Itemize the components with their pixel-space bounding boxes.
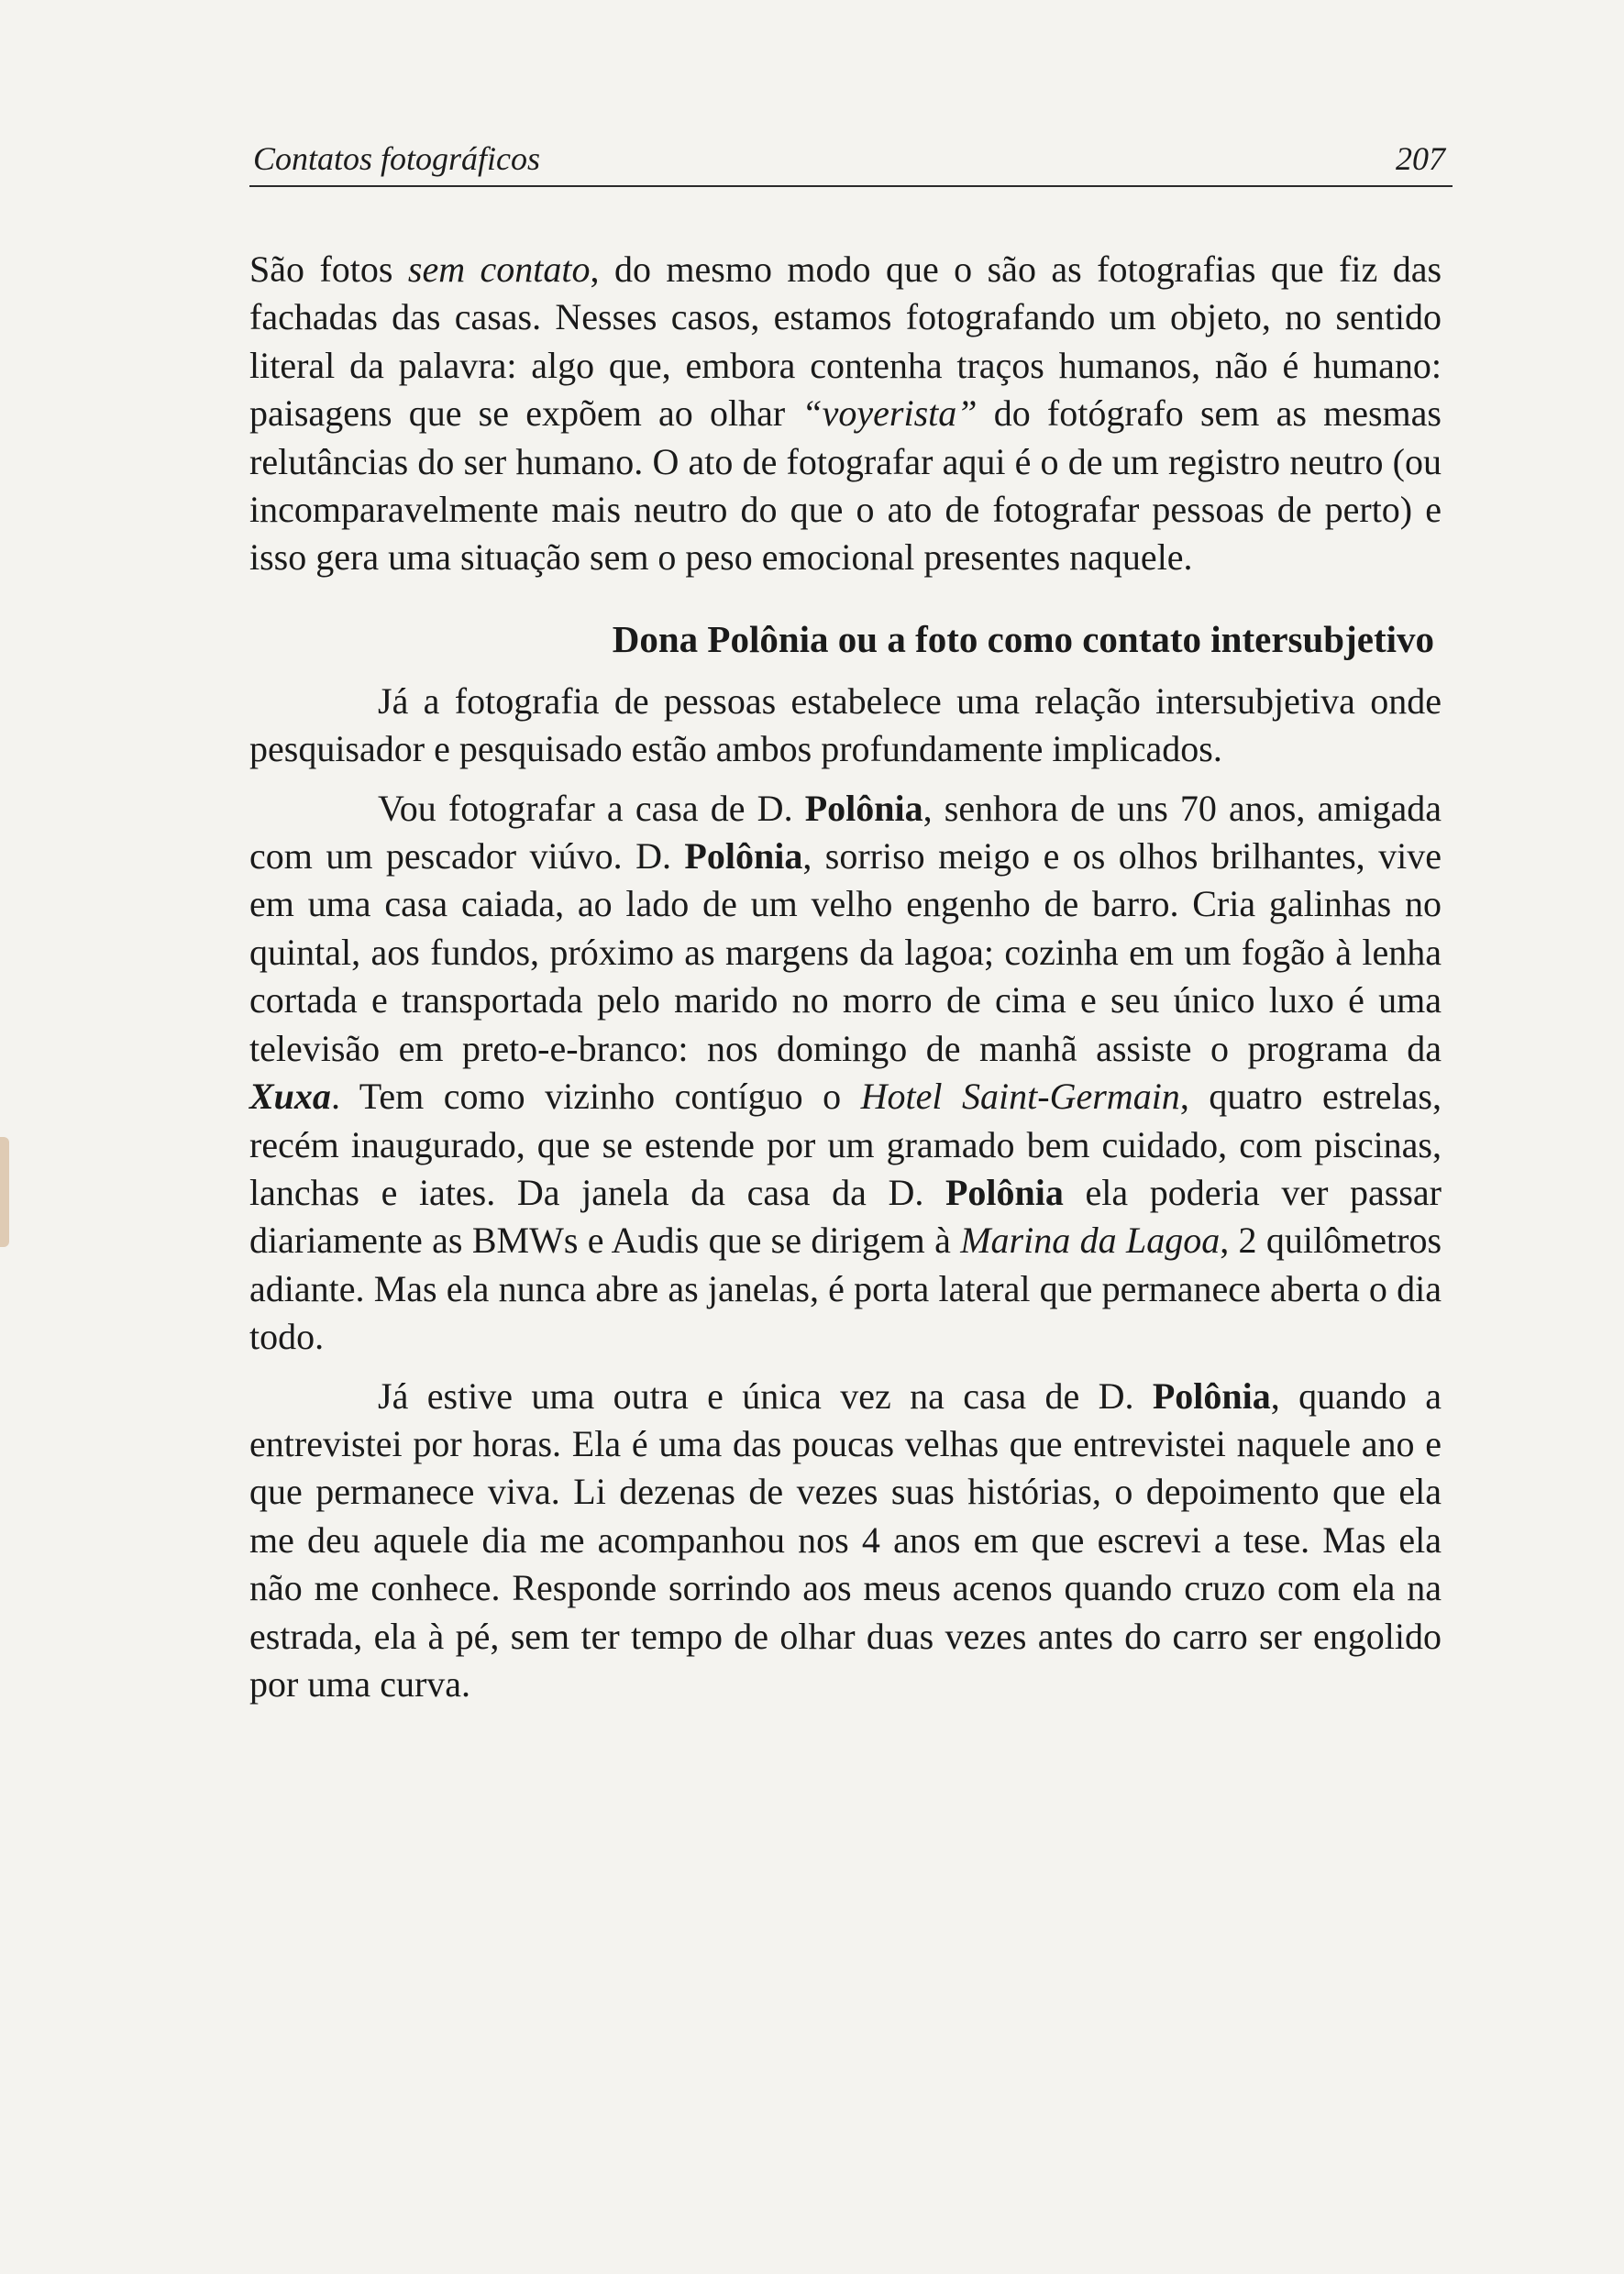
paragraph-3 [249,785,1442,1362]
text-run: Vou fotografar a casa de D. [378,787,805,829]
running-title: Contatos fotográficos [253,140,541,177]
body-text [249,246,1442,1708]
text-run: São fotos [249,248,408,290]
text-run: , quatro estrelas, recém inaugurado, que se estende por um gramado bem cuidado, com piscinas, lanchas e iates. Da janela da casa da D. [249,1076,1442,1213]
text-run: do fotógrafo sem as mesmas relutâncias do ser humano. O ato de fotografar aqui é o de um registro neutro (ou incomparavelmente mais neutro do que o ato de fotografar pessoas de perto) e isso gera uma situação sem o peso emocional presentes naquele. [249,392,1442,579]
paragraph-2: Já a fotografia de pessoas estabelece uma relação intersubjetiva onde pesquisador e pesquisado estão ambos profundamente implicados. [249,679,1442,770]
text-run: . Tem como vizinho contíguo o [330,1076,861,1118]
bold-italic-run: Xuxa [249,1076,331,1118]
running-header [249,134,1453,187]
text-run: , do mesmo modo que o são as fotografias que fiz das fachadas das casas. Nesses casos, estamos fotografando um objeto, no sentido literal da palavra: algo que, embora contenha traços humanos, não é humano: paisagens que se expõem ao olhar [249,248,1442,435]
bold-run: Polônia [1152,1374,1271,1417]
paragraph-1 [249,246,1442,582]
paragraph-4 [249,1373,1442,1709]
text-run: , 2 quilômetros adiante. Mas ela nunca abre as janelas, é porta lateral que permanece aberta o dia todo. [249,1220,1442,1358]
text-run: , senhora de uns 70 anos, amigada com um pescador viúvo. D. [249,787,1442,878]
italic-run: “voyerista” [801,392,978,435]
bold-run: Polônia [804,787,923,829]
page-number: 207 [1396,140,1445,177]
italic-run: Marina da Lagoa [960,1220,1221,1262]
italic-run: Hotel Saint-Germain [860,1076,1180,1118]
text-run: Já estive uma outra e única vez na casa de D. [378,1374,1153,1417]
section-heading: Dona Polônia ou a foto como contato intersubjetivo [612,617,1434,660]
text-run: , sorriso meigo e os olhos brilhantes, vive em uma casa caiada, ao lado de um velho engenho de barro. Cria galinhas no quintal, aos fundos, próximo as margens da lagoa; cozinha em um fogão à lenha cortada e transportada pelo marido no morro de cima e seu único luxo é uma televisão em preto-e-branco: nos domingo de manhã assiste o programa da [249,835,1442,1069]
text-run: , quando a entrevistei por horas. Ela é uma das poucas velhas que entrevistei naquele ano e que permanece viva. Li dezenas de vezes suas histórias, o depoimento que ela me deu aquele dia me acompanhou nos 4 anos em que escrevi a tese. Mas ela não me conhece. Responde sorrindo aos meus acenos quando cruzo com ela na estrada, ela à pé, sem ter tempo de olhar duas vezes antes do carro ser engolido por uma curva. [249,1374,1442,1705]
bold-run: Polônia [945,1171,1064,1213]
text-run: ela poderia ver passar diariamente as BMWs e Audis que se dirigem à [249,1171,1442,1262]
page-edge-stain [0,1137,9,1247]
italic-run: sem contato [407,248,591,290]
bold-run: Polônia [684,835,803,878]
